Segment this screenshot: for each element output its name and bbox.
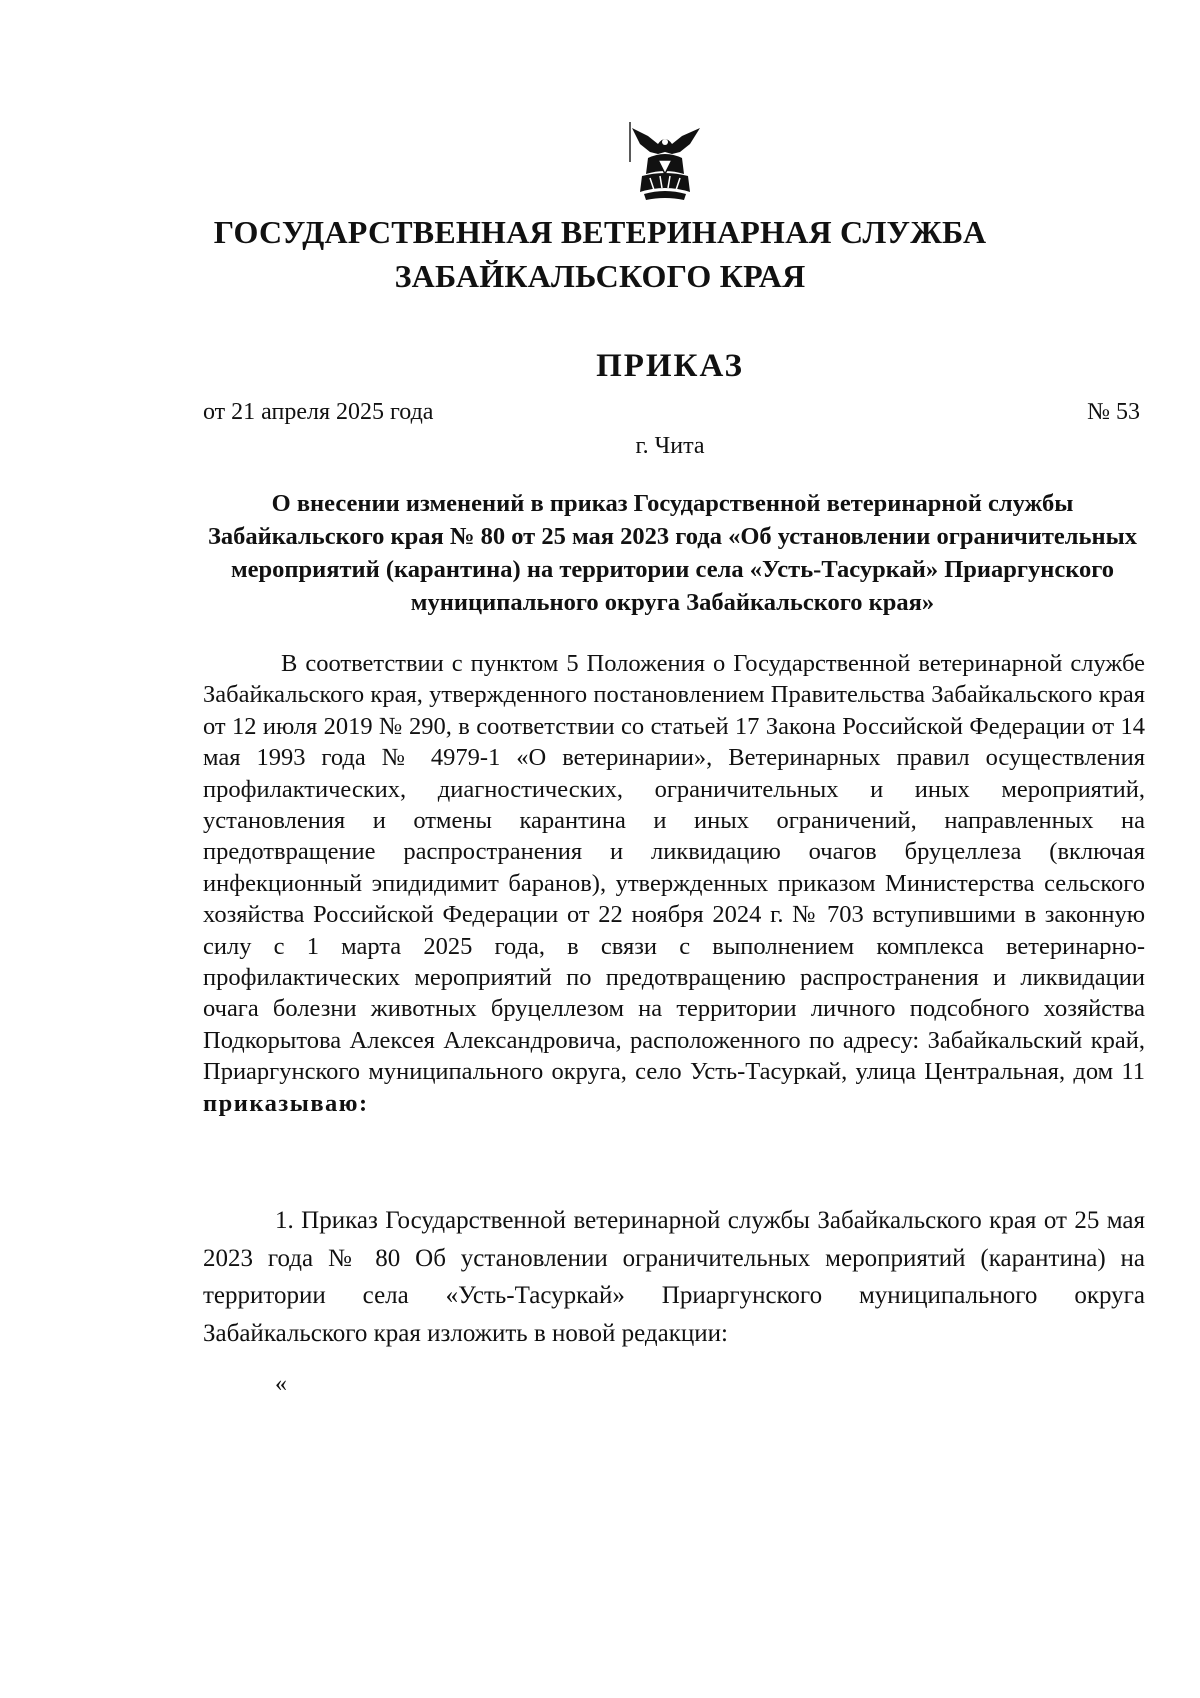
organization-title-line1: ГОСУДАРСТВЕННАЯ ВЕТЕРИНАРНАЯ СЛУЖБА bbox=[213, 214, 987, 250]
document-number: № 53 bbox=[1087, 399, 1140, 425]
organization-title-line2: ЗАБАЙКАЛЬСКОГО КРАЯ bbox=[394, 258, 806, 294]
document-type-heading: ПРИКАЗ bbox=[596, 348, 744, 384]
coat-of-arms-emblem-icon bbox=[628, 122, 702, 206]
preamble-paragraph bbox=[203, 648, 1145, 1119]
command-word: приказываю: bbox=[203, 1089, 369, 1117]
preamble-text: В соответствии с пунктом 5 Положения о Государственной ветеринарной службе Забайкальского края, утвержденного постановлением Правительства Забайкальского края от 12 июля 2019 № 290, в соответствии со статьей 17 Закона Российской Федерации от 14 мая 1993 года № 4979-1 «О ветеринарии», Ветеринарных правил осуществления профилактических, диагностических, ограничительных и иных мероприятий, установления и отмены карантина и иных ограничений, направленных на предотвращение распространения и ликвидацию очагов бруцеллеза (включая инфекционный эпидидимит баранов), утвержденных приказом Министерства сельского хозяйства Российской Федерации от 22 ноября 2024 г. № 703 вступившими в законную силу с 1 марта 2025 года, в связи с выполнением комплекса ветеринарно-профилактических мероприятий по предотвращению распространения и ликвидации очага болезни животных бруцеллезом на территории личного подсобного хозяйства Подкорытова Алексея Александровича, расположенного по адресу: Забайкальский край, Приаргунского муниципального округа, село Усть-Тасуркай, улица Центральная, дом 11 bbox=[203, 650, 1145, 1086]
opening-quote: « bbox=[275, 1371, 287, 1397]
document-city: г. Чита bbox=[635, 433, 705, 459]
preamble bbox=[203, 648, 1145, 1119]
order-item-1-text: 1. Приказ Государственной ветеринарной службы Забайкальского края от 25 мая 2023 года № 80 Об установлении ограничительных мероприятий (карантина) на территории села «Усть-Тасуркай» Приаргунского муниципального округа Забайкальского края изложить в новой редакции: bbox=[203, 1207, 1145, 1347]
order-item-1 bbox=[203, 1202, 1145, 1352]
document-date: от 21 апреля 2025 года bbox=[203, 399, 434, 425]
document-subject: О внесении изменений в приказ Государственной ветеринарной службы Забайкальского края № 80 от 25 мая 2023 года «Об установлении ограничительных мероприятий (карантина) на территории села «Усть-Тасуркай» Приаргунского муниципального округа Забайкальского края» bbox=[208, 490, 1137, 616]
